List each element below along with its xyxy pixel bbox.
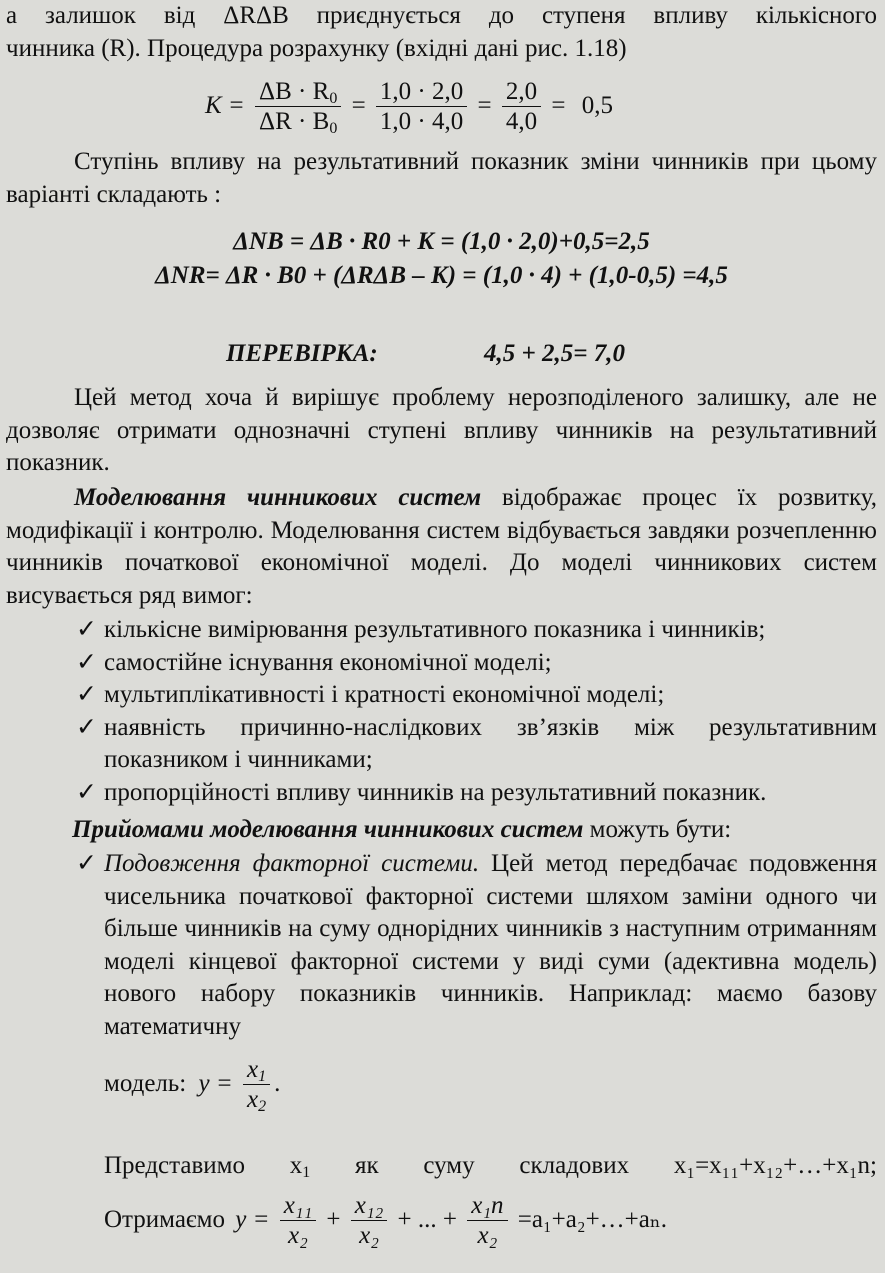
list-item bbox=[6, 647, 877, 680]
f1-num-sub: 0 bbox=[329, 90, 338, 107]
f1-num: ΔB · R bbox=[259, 78, 330, 105]
requirement-text: мультиплікативності і кратності економічної моделі; bbox=[104, 681, 665, 708]
formula-k-eq-3: = bbox=[551, 92, 566, 120]
model-x1-sub: 1 bbox=[258, 1068, 267, 1085]
check-value: 4,5 + 2,5= 7,0 bbox=[483, 340, 625, 367]
formula-k-lhs: K = bbox=[205, 92, 245, 120]
intro-line-2: чинника (R). Процедура розрахунку (вхідні дані рис. 1.18) bbox=[6, 34, 627, 62]
method-item bbox=[6, 848, 877, 1043]
obtain-fraction-2 bbox=[351, 1192, 387, 1251]
model-period: . bbox=[274, 1070, 281, 1098]
techniques-heading bbox=[72, 814, 877, 847]
method-critique-text: Цей метод хоча й вирішує проблему нерозподіленого залишку, але не дозволяє отримати однозначні ступені впливу чинників на результативний показник. bbox=[6, 384, 877, 476]
obtain-t1-num: x₁₁ bbox=[280, 1192, 316, 1221]
represent-word-2: як bbox=[354, 1152, 379, 1179]
list-item bbox=[6, 679, 877, 712]
represent-word-4: складових bbox=[519, 1152, 630, 1179]
f3-den: 4,0 bbox=[505, 108, 538, 135]
f1-den-sub: 0 bbox=[329, 120, 338, 137]
represent-word-1: Представимо bbox=[104, 1152, 245, 1179]
check-mark-icon: ✓ bbox=[76, 616, 97, 643]
obtain-t1-den: x₂ bbox=[288, 1222, 308, 1249]
check-label: ПЕРЕВІРКА: bbox=[226, 340, 378, 367]
requirements-list bbox=[6, 614, 877, 809]
formula-k-eq-1: = bbox=[351, 92, 366, 120]
list-item bbox=[6, 848, 877, 1043]
obtain-dots: + ... + bbox=[397, 1206, 457, 1234]
model-x2: x bbox=[246, 1086, 259, 1113]
check-mark-icon: ✓ bbox=[76, 778, 97, 806]
obtain-y: y = bbox=[235, 1206, 270, 1234]
formula-nr: ΔNR= ΔR · B0 + (ΔRΔB – K) = (1,0 · 4) + (1,0-0,5) =4,5 bbox=[155, 262, 728, 289]
techniques-rest: можуть бути: bbox=[583, 816, 732, 843]
model-y: y = bbox=[198, 1070, 233, 1098]
check-line bbox=[226, 338, 877, 371]
techniques-term: Прийомами моделювання чинникових систем bbox=[72, 816, 584, 843]
modeling-paragraph bbox=[6, 482, 877, 612]
method-critique-paragraph bbox=[6, 382, 877, 480]
intro-line-1: а залишок від ΔRΔB приєднується до ступеня впливу кількісного bbox=[6, 2, 877, 29]
formula-k-result: 0,5 bbox=[581, 92, 613, 120]
formula-k-fraction-2 bbox=[376, 78, 467, 137]
obtain-t2-num: x₁₂ bbox=[351, 1192, 387, 1221]
model-fraction bbox=[243, 1056, 270, 1115]
obtain-label: Отримаємо bbox=[104, 1206, 225, 1234]
method-text: Цей метод передбачає подовження чисельника початкової факторної системи шляхом заміни одного чи більше чинників на суму однорідних чинників з наступним отриманням моделі кінцевої факторної системи у виді суми (адективна модель) нового набору показників чинників. Наприклад: маємо базову математичну bbox=[104, 850, 877, 1040]
formula-k-fraction-1 bbox=[255, 78, 341, 137]
method-title: Подовження факторної системи. bbox=[104, 850, 480, 877]
formula-k-eq-2: = bbox=[477, 92, 492, 120]
formula-k-fraction-3 bbox=[502, 78, 541, 137]
f1-den: ΔR · B bbox=[259, 108, 330, 135]
list-item bbox=[6, 614, 877, 647]
represent-x1 bbox=[290, 1150, 311, 1183]
represent-sum: x₁=x₁₁+x₁₂+…+x₁n; bbox=[673, 1152, 877, 1179]
obtain-t3-den: x₂ bbox=[477, 1222, 498, 1249]
represent-x-sub: 1 bbox=[302, 1164, 311, 1181]
f2-den: 1,0 · 4,0 bbox=[379, 108, 464, 135]
model-x2-sub: 2 bbox=[258, 1098, 267, 1115]
obtain-fraction-3 bbox=[467, 1192, 507, 1251]
modeling-text bbox=[6, 482, 877, 612]
f3-num: 2,0 bbox=[502, 78, 541, 107]
obtain-t2-den: x₂ bbox=[359, 1222, 379, 1249]
impact-paragraph bbox=[6, 146, 877, 211]
requirement-text: кількісне вимірювання результативного показника і чинників; bbox=[104, 616, 766, 643]
check-mark-icon: ✓ bbox=[76, 648, 97, 676]
check-mark-icon: ✓ bbox=[76, 850, 97, 877]
represent-x: x bbox=[289, 1152, 303, 1179]
intro-paragraph bbox=[6, 0, 877, 65]
list-item bbox=[6, 777, 877, 810]
formula-nb: ΔNB = ΔB · R0 + K = (1,0 · 2,0)+0,5=2,5 bbox=[233, 228, 650, 255]
impact-text: Ступінь впливу на результативний показник зміни чинників при цьому варіанті складають : bbox=[6, 148, 877, 208]
f2-num: 1,0 · 2,0 bbox=[376, 78, 467, 107]
obtain-result: =a₁+a₂+…+aₙ. bbox=[517, 1206, 667, 1234]
requirement-text: самостійне існування економічної моделі; bbox=[104, 648, 552, 676]
obtain-t3-num: x₁n bbox=[467, 1192, 507, 1221]
model-label: модель: bbox=[104, 1070, 187, 1098]
formula-k bbox=[205, 78, 877, 137]
requirement-text: наявність причинно-наслідкових зв’язків між результативним показником і чинниками; bbox=[104, 713, 877, 773]
represent-line bbox=[104, 1150, 877, 1183]
requirement-text: пропорційності впливу чинників на результативний показник. bbox=[104, 778, 767, 806]
modeling-rest: відображає процес їх розвитку, модифікації і контролю. Моделювання систем відбувається завдяки розчепленню чинників початкової економічної моделі. До моделі чинникових систем висувається ряд вимог: bbox=[6, 484, 877, 609]
list-item bbox=[6, 712, 877, 777]
obtain-fraction-1 bbox=[280, 1192, 316, 1251]
base-model bbox=[104, 1056, 877, 1115]
model-x1: x bbox=[246, 1056, 259, 1083]
check-mark-icon: ✓ bbox=[76, 713, 97, 741]
obtain-line bbox=[104, 1192, 877, 1251]
check-mark-icon: ✓ bbox=[76, 681, 97, 708]
represent-word-3: суму bbox=[423, 1152, 475, 1179]
obtain-plus: + bbox=[326, 1206, 341, 1234]
modeling-term: Моделювання чинникових систем bbox=[74, 484, 482, 511]
